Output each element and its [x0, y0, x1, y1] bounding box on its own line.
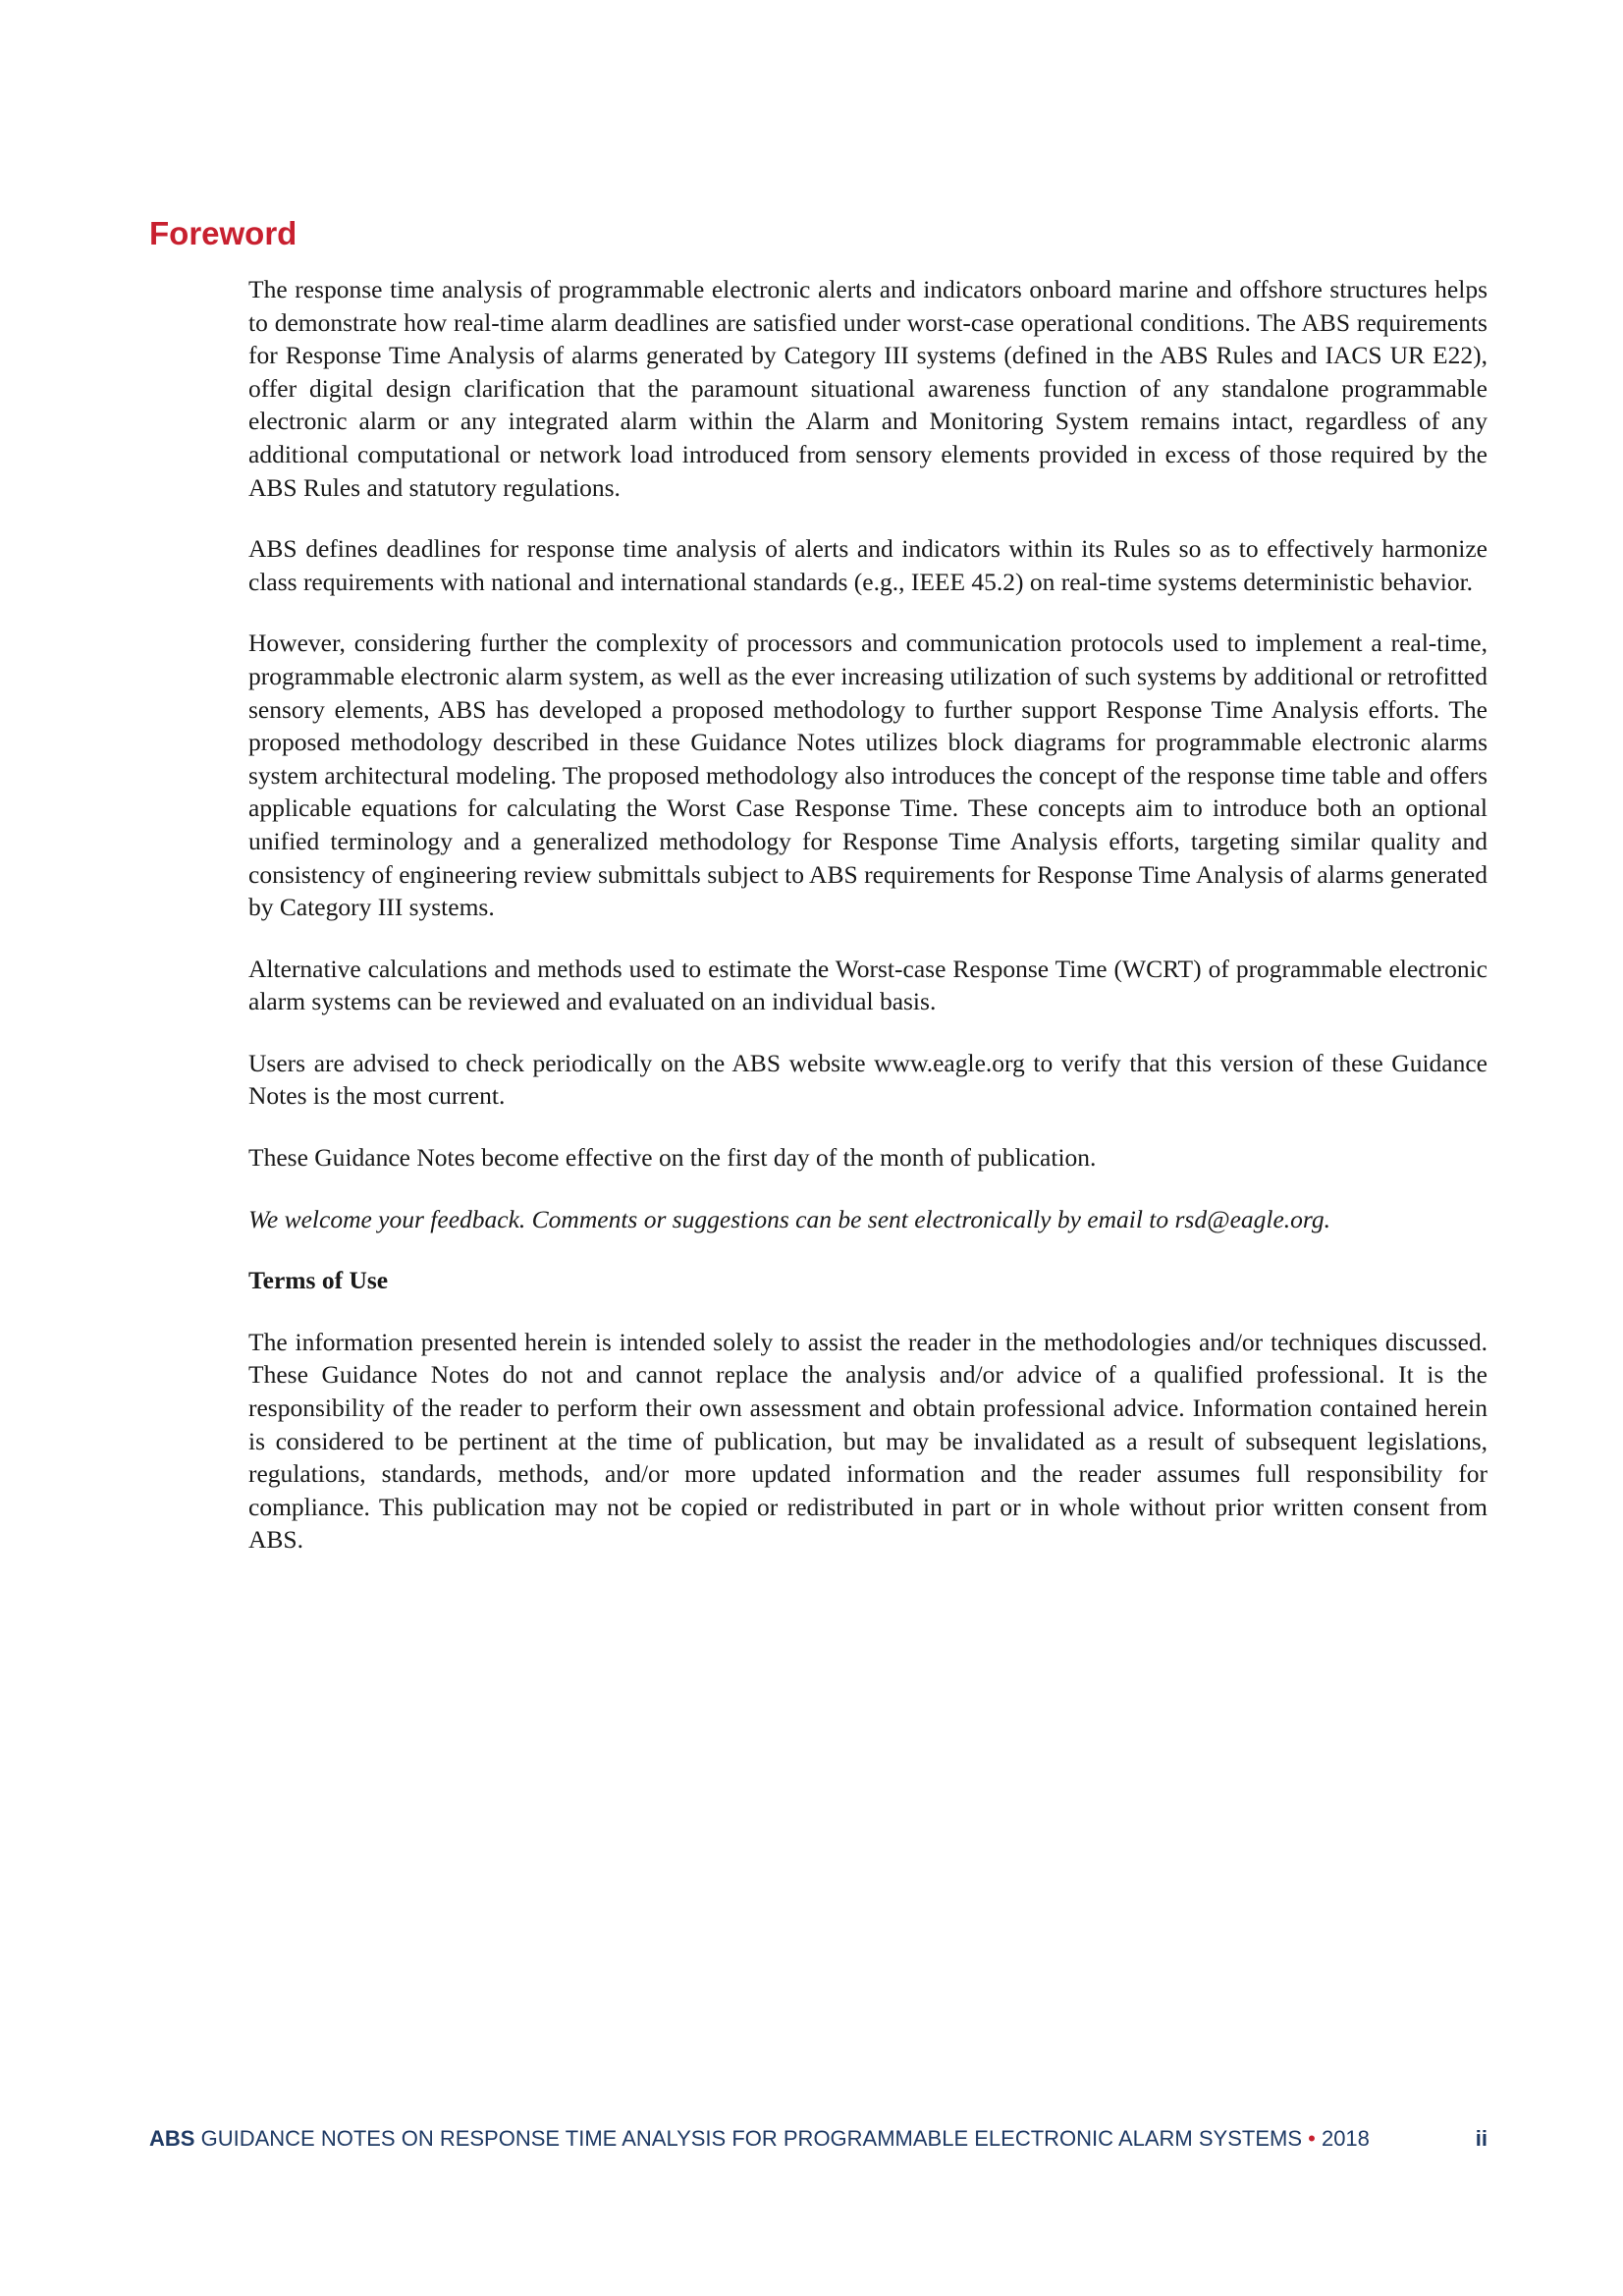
paragraph-website-notice: Users are advised to check periodically on the ABS website www.eagle.org to verify that this version of these Guidance Notes is the most current.	[248, 1048, 1488, 1111]
page-title: Foreword	[149, 215, 298, 251]
foreword-body	[248, 273, 1488, 1585]
terms-of-use-heading: Terms of Use	[248, 1266, 389, 1295]
paragraph-alternative-calculations: Alternative calculations and methods used to estimate the Worst-case Response Time (WCRT) of programmable electronic alarm systems can be reviewed and evaluated on an individual basis.	[248, 954, 1488, 1016]
feedback-note: We welcome your feedback. Comments or suggestions can be sent electronically by email to rsd@eagle.org.	[248, 1204, 1331, 1233]
footer-document-title	[149, 2125, 1377, 2152]
paragraph-intro: The response time analysis of programmable electronic alerts and indicators onboard marine and offshore structures helps to demonstrate how real-time alarm deadlines are satisfied under worst-case operational conditions. The ABS requirements for Response Time Analysis of alarms generated by Category III systems (defined in the ABS Rules and IACS UR E22), offer digital design clarification that the paramount situational awareness function of any standalone programmable electronic alarm or any integrated alarm within the Alarm and Monitoring System remains intact, regardless of any additional computational or network load introduced from sensory elements provided in excess of those required by the ABS Rules and statutory regulations.	[248, 275, 1488, 502]
paragraph-effective-date: These Guidance Notes become effective on the first day of the month of publication.	[248, 1143, 1097, 1173]
terms-of-use-paragraph: The information presented herein is intended solely to assist the reader in the methodologies and/or techniques discussed. These Guidance Notes do not and cannot replace the analysis and/or advice of a qualified professional. It is the responsibility of the reader to perform their own assessment and obtain professional advice. Information contained herein is considered to be pertinent at the time of publication, but may be invalidated as a result of subsequent legislations, regulations, standards, methods, and/or more updated information and the reader assumes full responsibility for compliance. This publication may not be copied or redistributed in part or in whole without prior written consent from ABS.	[248, 1327, 1488, 1555]
footer-brand: ABS	[149, 2126, 195, 2151]
page-number: ii	[1475, 2126, 1488, 2151]
footer-bullet: •	[1308, 2126, 1316, 2151]
paragraph-deadlines: ABS defines deadlines for response time analysis of alerts and indicators within its Rules so as to effectively harmonize class requirements with national and international standards (e.g., IEEE 45.2) on real-time systems deterministic behavior.	[248, 534, 1488, 596]
paragraph-methodology: However, considering further the complexity of processors and communication protocols used to implement a real-time, programmable electronic alarm system, as well as the ever increasing utilization of such systems by additional or retrofitted sensory elements, ABS has developed a proposed methodology to further support Response Time Analysis efforts. The proposed methodology described in these Guidance Notes utilizes block diagrams for programmable electronic alarms system architectural modeling. The proposed methodology also introduces the concept of the response time table and offers applicable equations for calculating the Worst Case Response Time. These concepts aim to introduce both an optional unified terminology and a generalized methodology for Response Time Analysis efforts, targeting similar quality and consistency of engineering review submittals subject to ABS requirements for Response Time Analysis of alarms generated by Category III systems.	[248, 629, 1488, 922]
footer-title: GUIDANCE NOTES ON RESPONSE TIME ANALYSIS FOR PROGRAMMABLE ELECTRONIC ALARM SYSTEMS	[200, 2126, 1302, 2151]
footer-year: 2018	[1321, 2126, 1370, 2151]
page-footer	[149, 2125, 1488, 2152]
